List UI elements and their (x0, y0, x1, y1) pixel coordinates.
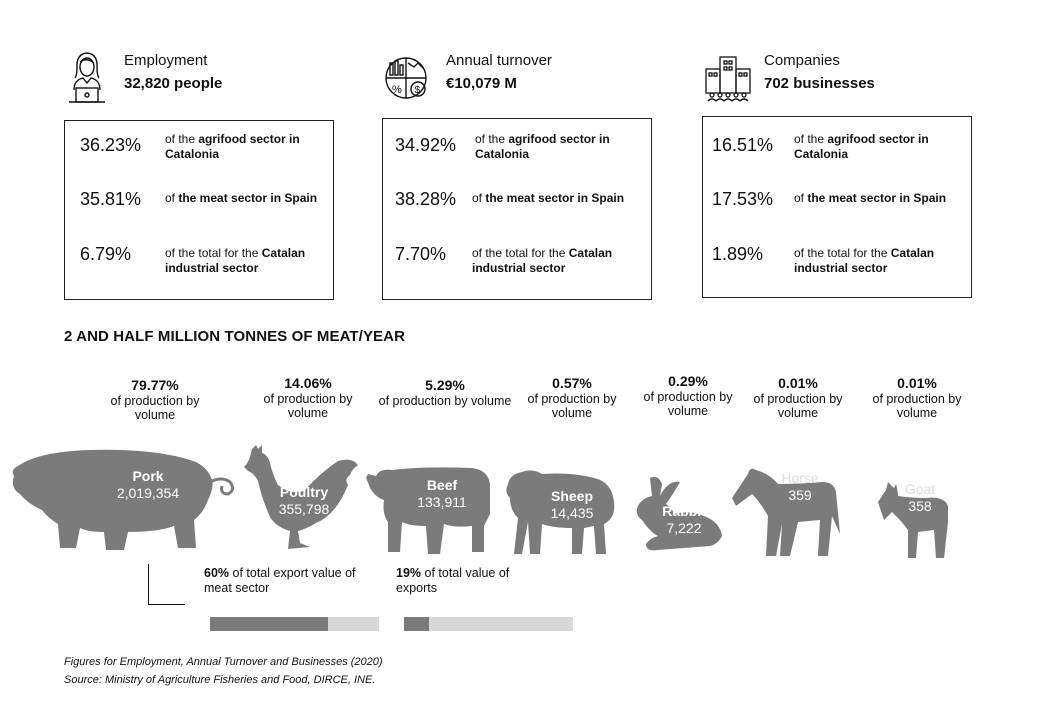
svg-text:$: $ (414, 85, 421, 96)
worker-icon (66, 48, 108, 104)
companies-value: 702 businesses (764, 75, 875, 92)
pork-export-bar (210, 617, 379, 631)
stat-desc: of the total for the Catalan industrial sector (794, 246, 935, 275)
svg-text:%: % (392, 84, 402, 96)
employment-title: Employment (124, 52, 208, 69)
goat-share: 0.01% of production by volume (872, 375, 962, 420)
poultry-share: 14.06% of production by volume (263, 375, 353, 420)
turnover-title: Annual turnover (446, 52, 552, 69)
employment-value: 32,820 people (124, 75, 223, 92)
section-title: 2 AND HALF MILLION TONNES OF MEAT/YEAR (64, 328, 406, 345)
employment-box (64, 120, 334, 300)
bracket-line (148, 564, 185, 605)
turnover-chart-icon (384, 55, 430, 101)
stat-desc: of the meat sector in Spain (165, 191, 318, 205)
beef-label: Beef 133,911 (417, 477, 467, 510)
stat-pct: 35.81% (80, 189, 142, 209)
stat-pct: 6.79% (80, 244, 132, 264)
stat-pct: 34.92% (395, 135, 457, 155)
stat-pct: 1.89% (712, 244, 764, 264)
turnover-value: €10,079 M (446, 75, 517, 92)
stat-pct: 36.23% (80, 135, 142, 155)
goat-label: Goat 358 (904, 481, 936, 514)
stat-desc: of the agrifood sector in Catalonia (165, 132, 300, 161)
stat-desc: of the agrifood sector in Catalonia (475, 132, 610, 161)
stat-desc: of the meat sector in Spain (794, 191, 947, 205)
turnover-box (382, 118, 652, 300)
horse-share: 0.01% of production by volume (753, 375, 843, 420)
pork-export-bar-fill (210, 617, 328, 631)
footnote-source: Source: Ministry of Agriculture Fisheries and Food, DIRCE, INE. (64, 674, 376, 686)
stat-desc: of the agrifood sector in Catalonia (794, 132, 929, 161)
pork-export-note: 60% of total export value of meat sector (204, 566, 356, 595)
companies-box (702, 116, 972, 298)
stat-desc: of the total for the Catalan industrial sector (165, 246, 306, 275)
beef-export-bar-fill (404, 617, 429, 631)
pork-label: Pork 2,019,354 (116, 468, 180, 501)
rabbit-share: 0.29% of production by volume (643, 373, 733, 418)
stat-pct: 38.28% (395, 189, 457, 209)
buildings-icon (704, 55, 752, 103)
stat-pct: 16.51% (712, 135, 774, 155)
beef-share: 5.29% of production by volume (378, 377, 512, 408)
pork-share: 79.77% of production by volume (110, 377, 200, 422)
beef-export-note: 19% of total value of exports (396, 566, 510, 595)
rabbit-label: Rabbit 7,222 (662, 503, 706, 536)
sheep-label: Sheep 14,435 (550, 488, 594, 521)
stat-pct: 7.70% (395, 244, 447, 264)
beef-export-bar (404, 617, 573, 631)
sheep-share: 0.57% of production by volume (527, 375, 617, 420)
stat-desc: of the total for the Catalan industrial sector (472, 246, 613, 275)
horse-label: Horse 359 (781, 470, 819, 503)
stat-desc: of the meat sector in Spain (472, 191, 625, 205)
poultry-label: Poultry 355,798 (278, 484, 330, 517)
stat-pct: 17.53% (712, 189, 774, 209)
footnote-figures: Figures for Employment, Annual Turnover and Businesses (2020) (64, 656, 383, 668)
companies-title: Companies (764, 52, 840, 69)
